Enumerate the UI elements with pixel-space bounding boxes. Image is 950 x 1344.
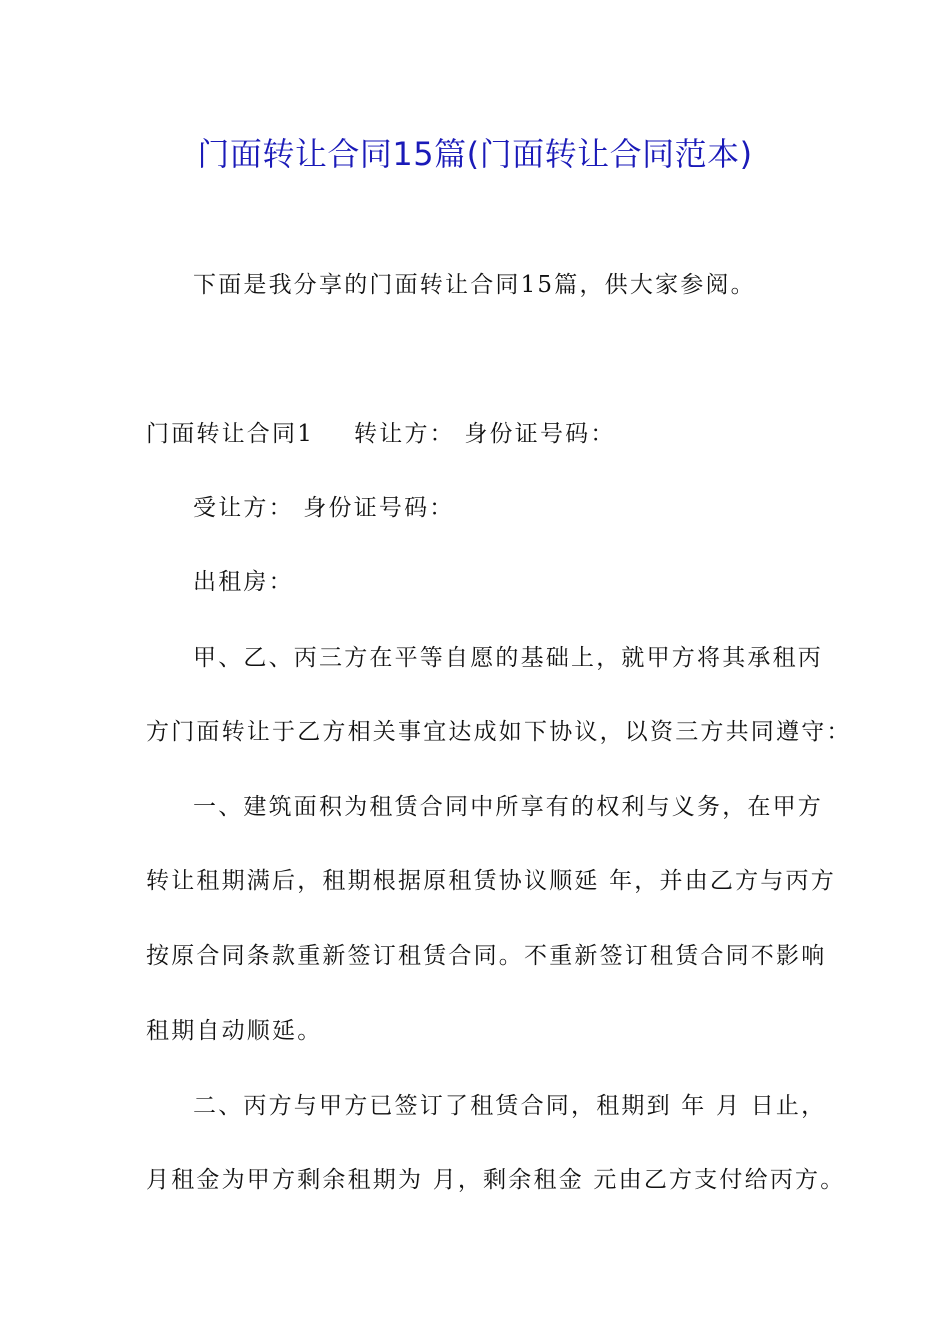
body-line: 租期自动顺延。 (146, 1018, 323, 1044)
section-heading-row (146, 416, 616, 452)
body-line: 转让租期满后，租期根据原租赁协议顺延 年，并由乙方与丙方 (146, 868, 836, 894)
body-line: 甲、乙、丙三方在平等自愿的基础上，就甲方将其承租丙 (193, 645, 823, 671)
premises-line: 出租房： (193, 569, 294, 595)
document-title: 门面转让合同15篇(门面转让合同范本) (197, 135, 753, 173)
body-line: 按原合同条款重新签订租赁合同。不重新签订租赁合同不影响 (146, 943, 827, 969)
transferee-line: 受让方： 身份证号码： (193, 495, 455, 521)
body-line: 月租金为甲方剩余租期为 月，剩余租金 元由乙方支付给丙方。 (146, 1167, 846, 1193)
intro-paragraph: 下面是我分享的门面转让合同15篇，供大家参阅。 (193, 272, 756, 298)
section-heading: 门面转让合同1 (146, 421, 315, 447)
body-line: 一、建筑面积为租赁合同中所享有的权利与义务，在甲方 (193, 794, 823, 820)
body-line: 方门面转让于乙方相关事宜达成如下协议，以资三方共同遵守： (146, 719, 852, 745)
transferor-line: 转让方： 身份证号码： (354, 421, 616, 447)
body-line: 二、丙方与甲方已签订了租赁合同，租期到 年 月 日止， (193, 1093, 827, 1119)
